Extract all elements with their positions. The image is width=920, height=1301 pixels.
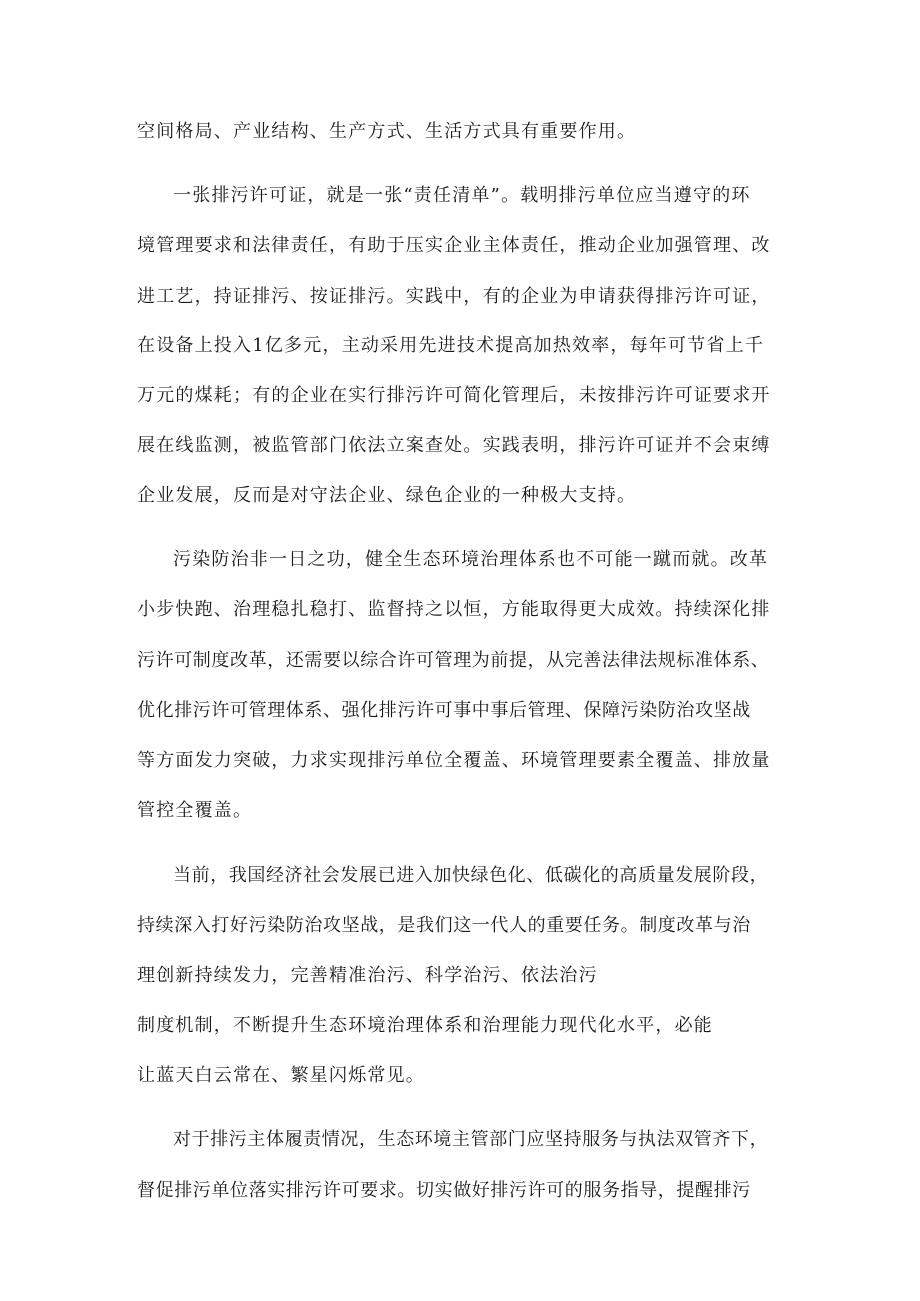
paragraph-2-line-1: 一张排污许可证，就是一张“责任清单”。载明排污单位应当遵守的环 [173,185,751,206]
paragraph-3-line-2: 小步快跑、治理稳扎稳打、监督持之以恒，方能取得更大成效。持续深化排 [137,599,771,620]
paragraph-3-line-1: 污染防治非一日之功，健全生态环境治理体系也不可能一蹴而就。改革 [173,549,769,570]
paragraph-4-line-2: 持续深入打好污染防治攻坚战，是我们这一代人的重要任务。制度改革与治 [137,915,751,936]
paragraph-2-line-4: 在设备上投入1亿多元，主动采用先进技术提高加热效率，每年可节省上千 [137,335,765,356]
paragraph-3-line-6: 管控全覆盖。 [137,800,253,821]
paragraph-3-line-5: 等方面发力突破，力求实现排污单位全覆盖、环境管理要素全覆盖、排放量 [137,750,771,771]
paragraph-4-line-1: 当前，我国经济社会发展已进入加快绿色化、低碳化的高质量发展阶段， [173,865,769,886]
paragraph-1-line-1: 空间格局、产业结构、生产方式、生活方式具有重要作用。 [137,121,637,142]
paragraph-3-line-4: 优化排污许可管理体系、强化排污许可事中事后管理、保障污染防治攻坚战 [137,700,751,721]
paragraph-2-line-2: 境管理要求和法律责任，有助于压实企业主体责任，推动企业加强管理、改 [137,235,771,256]
paragraph-2-line-5: 万元的煤耗；有的企业在实行排污许可简化管理后，未按排污许可证要求开 [137,385,771,406]
paragraph-2-line-3: 进工艺，持证排污、按证排污。实践中，有的企业为申请获得排污许可证， [137,286,771,307]
paragraph-5-line-2: 督促排污单位落实排污许可要求。切实做好排污许可的服务指导，提醒排污 [137,1180,751,1201]
paragraph-5-line-1: 对于排污主体履责情况，生态环境主管部门应坚持服务与执法双管齐下， [173,1129,769,1150]
paragraph-4-line-3: 理创新持续发力，完善精准治污、科学治污、依法治污 [137,965,598,986]
paragraph-2-line-7: 企业发展，反而是对守法企业、绿色企业的一种极大支持。 [137,485,637,506]
paragraph-4-line-4: 制度机制，不断提升生态环境治理体系和治理能力现代化水平，必能 [137,1015,713,1036]
paragraph-2-line-6: 展在线监测，被监管部门依法立案查处。实践表明，排污许可证并不会束缚 [137,435,771,456]
paragraph-3-line-3: 污许可制度改革，还需要以综合许可管理为前提，从完善法律法规标准体系、 [137,650,770,671]
paragraph-4-line-5: 让蓝天白云常在、繁星闪烁常见。 [137,1065,425,1086]
